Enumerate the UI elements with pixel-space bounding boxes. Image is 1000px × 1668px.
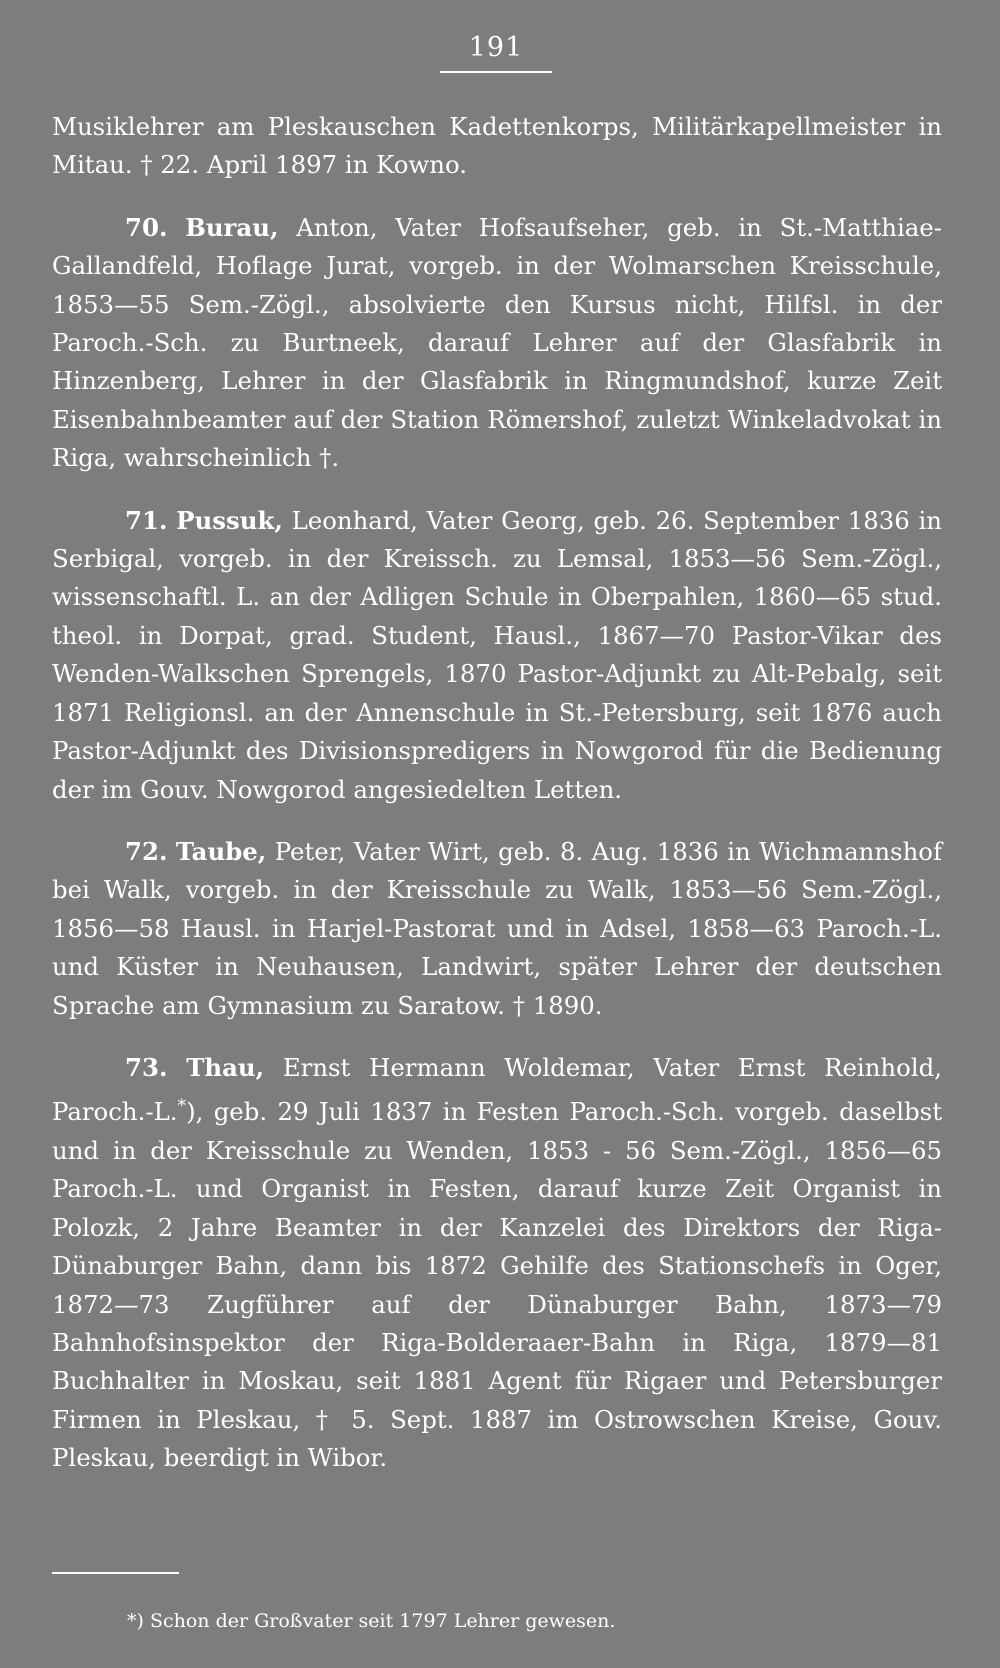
footnote [127,1608,827,1634]
entry-surname: Burau, [185,212,279,242]
footnote-rule [52,1572,179,1574]
entry-text-after-note: ), geb. 29 Juli 1837 in Festen Paroch.-Sch. vorgeb. daselbst und in der Kreisschule zu Wenden, 1853 - 56 Sem.-Zögl., 1856—65 Paroch.-L. und Organist in Festen, darauf kurze Zeit Organist in Polozk, 2 Jahre Beamter in der Kanzelei des Direktors der Riga-Dünaburger Bahn, dann bis 1872 Gehilfe des Stationschefs in Oger, 1872—73 Zugführer auf der Dünaburger Bahn, 1873—79 Bahnhofsinspektor der Riga-Bolderaaer-Bahn in Riga, 1879—81 Buchhalter in Moskau, seit 1881 Agent für Rigaer und Petersburger Firmen in Pleskau, † 5. Sept. 1887 im Ostrowschen Kreise, Gouv. Pleskau, beerdigt in Wibor. [52,1097,942,1473]
entry-71 [52,502,942,809]
page-number: 191 [468,32,524,63]
entry-number: 71. [125,505,168,535]
page-content [52,108,942,1478]
entry-surname: Taube, [175,836,267,866]
page-number-rule [440,71,552,73]
entry-text: Anton, Vater Hofsaufseher, geb. in St.-Matthiae-Gallandfeld, Hoflage Jurat, vorgeb. in der Wolmarschen Kreisschule, 1853—55 Sem.-Zögl., absolvierte den Kursus nicht, Hilfsl. in der Paroch.-Sch. zu Burtneek, darauf Lehrer auf der Glasfabrik in Hinzenberg, Lehrer in der Glasfabrik in Ringmundshof, kurze Zeit Eisenbahnbeamter auf der Station Römershof, zuletzt Winkeladvokat in Riga, wahrscheinlich †. [52,212,942,473]
entry-text: Leonhard, Vater Georg, geb. 26. September 1836 in Serbigal, vorgeb. in der Kreissch. zu Lemsal, 1853—56 Sem.-Zögl., wissenschaftl. L. an der Adligen Schule in Oberpahlen, 1860—65 stud. theol. in Dorpat, grad. Student, Hausl., 1867—70 Pastor-Vikar des Wenden-Walkschen Sprengels, 1870 Pastor-Adjunkt zu Alt-Pebalg, seit 1871 Religionsl. an der Annenschule in St.-Petersburg, seit 1876 auch Pastor-Adjunkt des Divisionspredigers in Nowgorod für die Bedienung der im Gouv. Nowgorod angesiedelten Letten. [52,505,942,804]
entry-number: 73. [125,1052,168,1082]
continuation-text: Musiklehrer am Pleskauschen Kadettenkorps, Militärkapellmeister in Mitau. † 22. April 1897 in Kowno. [52,112,942,180]
entry-text-before-note: Ernst Hermann Woldemar, Vater Ernst Reinhold, Paroch.-L. [52,1052,942,1127]
footnote-text: Schon der Großvater seit 1797 Lehrer gewesen. [149,1610,616,1632]
entry-70 [52,209,942,478]
footnote-marker: *) [127,1610,144,1632]
footnote-marker: * [177,1096,187,1117]
entry-number: 70. [125,212,168,242]
entry-surname: Thau, [186,1052,265,1082]
entry-72 [52,833,942,1025]
entry-text: Peter, Vater Wirt, geb. 8. Aug. 1836 in Wichmannshof bei Walk, vorgeb. in der Kreisschule zu Walk, 1853—56 Sem.-Zögl., 1856—58 Hausl. in Harjel-Pastorat und in Adsel, 1858—63 Paroch.-L. und Küster in Neuhausen, Landwirt, später Lehrer der deutschen Sprache am Gymnasium zu Saratow. † 1890. [52,836,942,1020]
entry-73 [52,1049,942,1478]
entry-number: 72. [125,836,168,866]
entry-surname: Pussuk, [176,505,283,535]
